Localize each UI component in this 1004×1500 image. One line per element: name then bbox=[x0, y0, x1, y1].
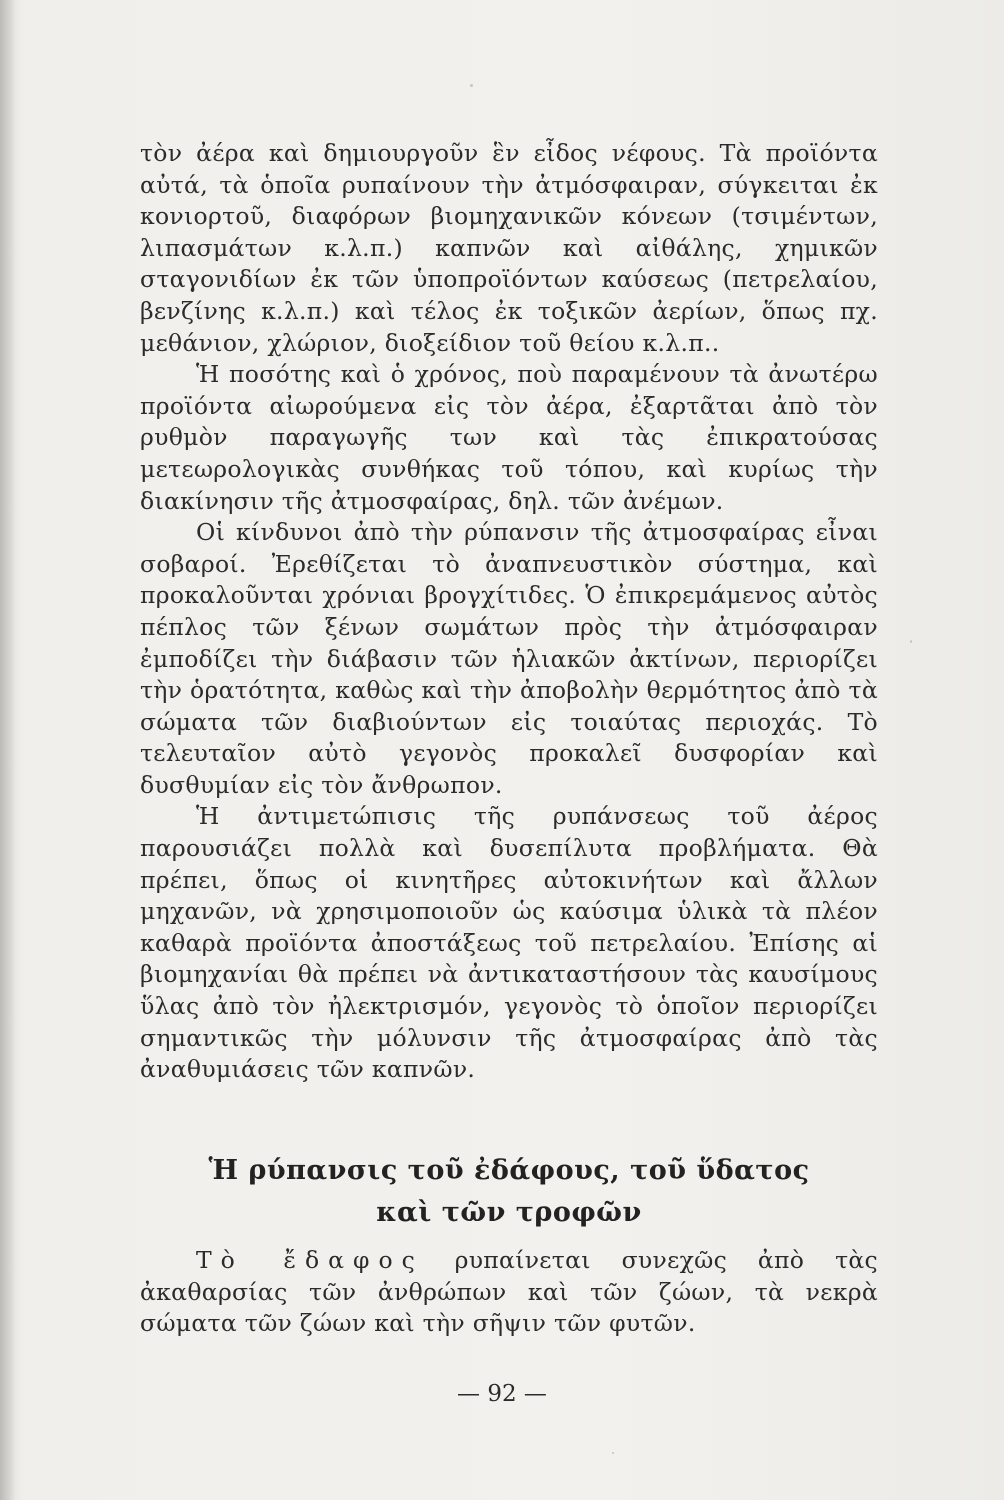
section-heading bbox=[140, 1152, 878, 1232]
paragraph-4: Ἡ ἀντιμετώπισις τῆς ρυπάνσεως τοῦ ἀέρος παρουσιάζει πολλὰ καὶ δυσεπίλυτα προβλήματα. Θὰ πρέπει, ὅπως οἱ κινητῆρες αὐτοκινήτων καὶ ἄλλων μηχανῶν, νὰ χρησιμοποιοῦν ὡς καύσιμα ὑλικὰ τὰ πλέον καθαρὰ προϊόντα ἀποστάξεως τοῦ πετρελαίου. Ἐπίσης αἱ βιομηχανίαι θὰ πρέπει νὰ ἀντικαταστήσουν τὰς καυσίμους ὕλας ἀπὸ τὸν ἠλεκτρισμόν, γεγονὸς τὸ ὁποῖον περιορίζει σημαντικῶς τὴν μόλυνσιν τῆς ἀτμοσφαίρας ἀπὸ τὰς ἀναθυμιάσεις τῶν καπνῶν. bbox=[140, 802, 878, 1084]
paragraph-3: Οἱ κίνδυνοι ἀπὸ τὴν ρύπανσιν τῆς ἀτμοσφαίρας εἶναι σοβαροί. Ἐρεθίζεται τὸ ἀναπνευστικὸν σύστημα, καὶ προκαλοῦνται χρόνιαι βρογχίτιδες. Ὁ ἐπικρεμάμενος αὐτὸς πέπλος τῶν ξένων σωμάτων πρὸς τὴν ἀτμόσφαιραν ἐμποδίζει τὴν διάβασιν τῶν ἡλιακῶν ἀκτίνων, περιορίζει τὴν ὁρατότητα, καθὼς καὶ τὴν ἀποβολὴν θερμότητος ἀπὸ τὰ σώματα τῶν διαβιούντων εἰς τοιαύτας περιοχάς. Τὸ τελευταῖον αὐτὸ γεγονὸς προκαλεῖ δυσφορίαν καὶ δυσθυμίαν εἰς τὸν ἄνθρωπον. bbox=[140, 518, 878, 799]
paragraph-1: τὸν ἀέρα καὶ δημιουργοῦν ἓν εἶδος νέφους. Τὰ προϊόντα αὐτά, τὰ ὁποῖα ρυπαίνουν τὴν ἀτμόσφαιραν, σύγκειται ἐκ κονιορτοῦ, διαφόρων βιομηχανικῶν κόνεων (τσιμέντων, λιπασμάτων κ.λ.π.) καπνῶν καὶ αἰθάλης, χημικῶν σταγονιδίων ἐκ τῶν ὑποπροϊόντων καύσεως (πετρελαίου, βενζίνης κ.λ.π.) καὶ τέλος ἐκ τοξικῶν ἀερίων, ὅπως πχ. μεθάνιον, χλώριον, διοξείδιον τοῦ θείου κ.λ.π.. bbox=[140, 139, 878, 357]
paragraph-2: Ἡ ποσότης καὶ ὁ χρόνος, ποὺ παραμένουν τὰ ἀνωτέρω προϊόντα αἰωρούμενα εἰς τὸν ἀέρα, ἐξαρτᾶται ἀπὸ τὸν ρυθμὸν παραγωγῆς των καὶ τὰς ἐπικρατούσας μετεωρολογικὰς συνθήκας τοῦ τόπου, καὶ κυρίως τὴν διακίνησιν τῆς ἀτμοσφαίρας, δηλ. τῶν ἀνέμων. bbox=[140, 360, 878, 515]
paper-speck bbox=[910, 640, 912, 643]
section-heading-line-2: καὶ τῶν τροφῶν bbox=[376, 1197, 642, 1228]
section-paragraph bbox=[140, 1245, 878, 1340]
body-text bbox=[140, 138, 878, 1086]
section-body bbox=[140, 1245, 878, 1340]
spaced-lead-word: Τὸ ἔδαφος bbox=[196, 1246, 424, 1274]
section-paragraph-text: ρυπαίνεται συνεχῶς ἀπὸ τὰς ἀκαθαρσίας τῶν ἀνθρώπων καὶ τῶν ζώων, τὰ νεκρὰ σώματα τῶν ζώων καὶ τὴν σῆψιν τῶν φυτῶν. bbox=[140, 1246, 878, 1338]
paper-speck bbox=[612, 1452, 614, 1454]
page-number: — 92 — bbox=[457, 1381, 547, 1407]
section-heading-line-1: Ἡ ρύπανσις τοῦ ἐδάφους, τοῦ ὕδατος bbox=[208, 1155, 810, 1186]
page-spine-shadow bbox=[0, 0, 14, 1500]
paper-speck bbox=[470, 84, 473, 87]
